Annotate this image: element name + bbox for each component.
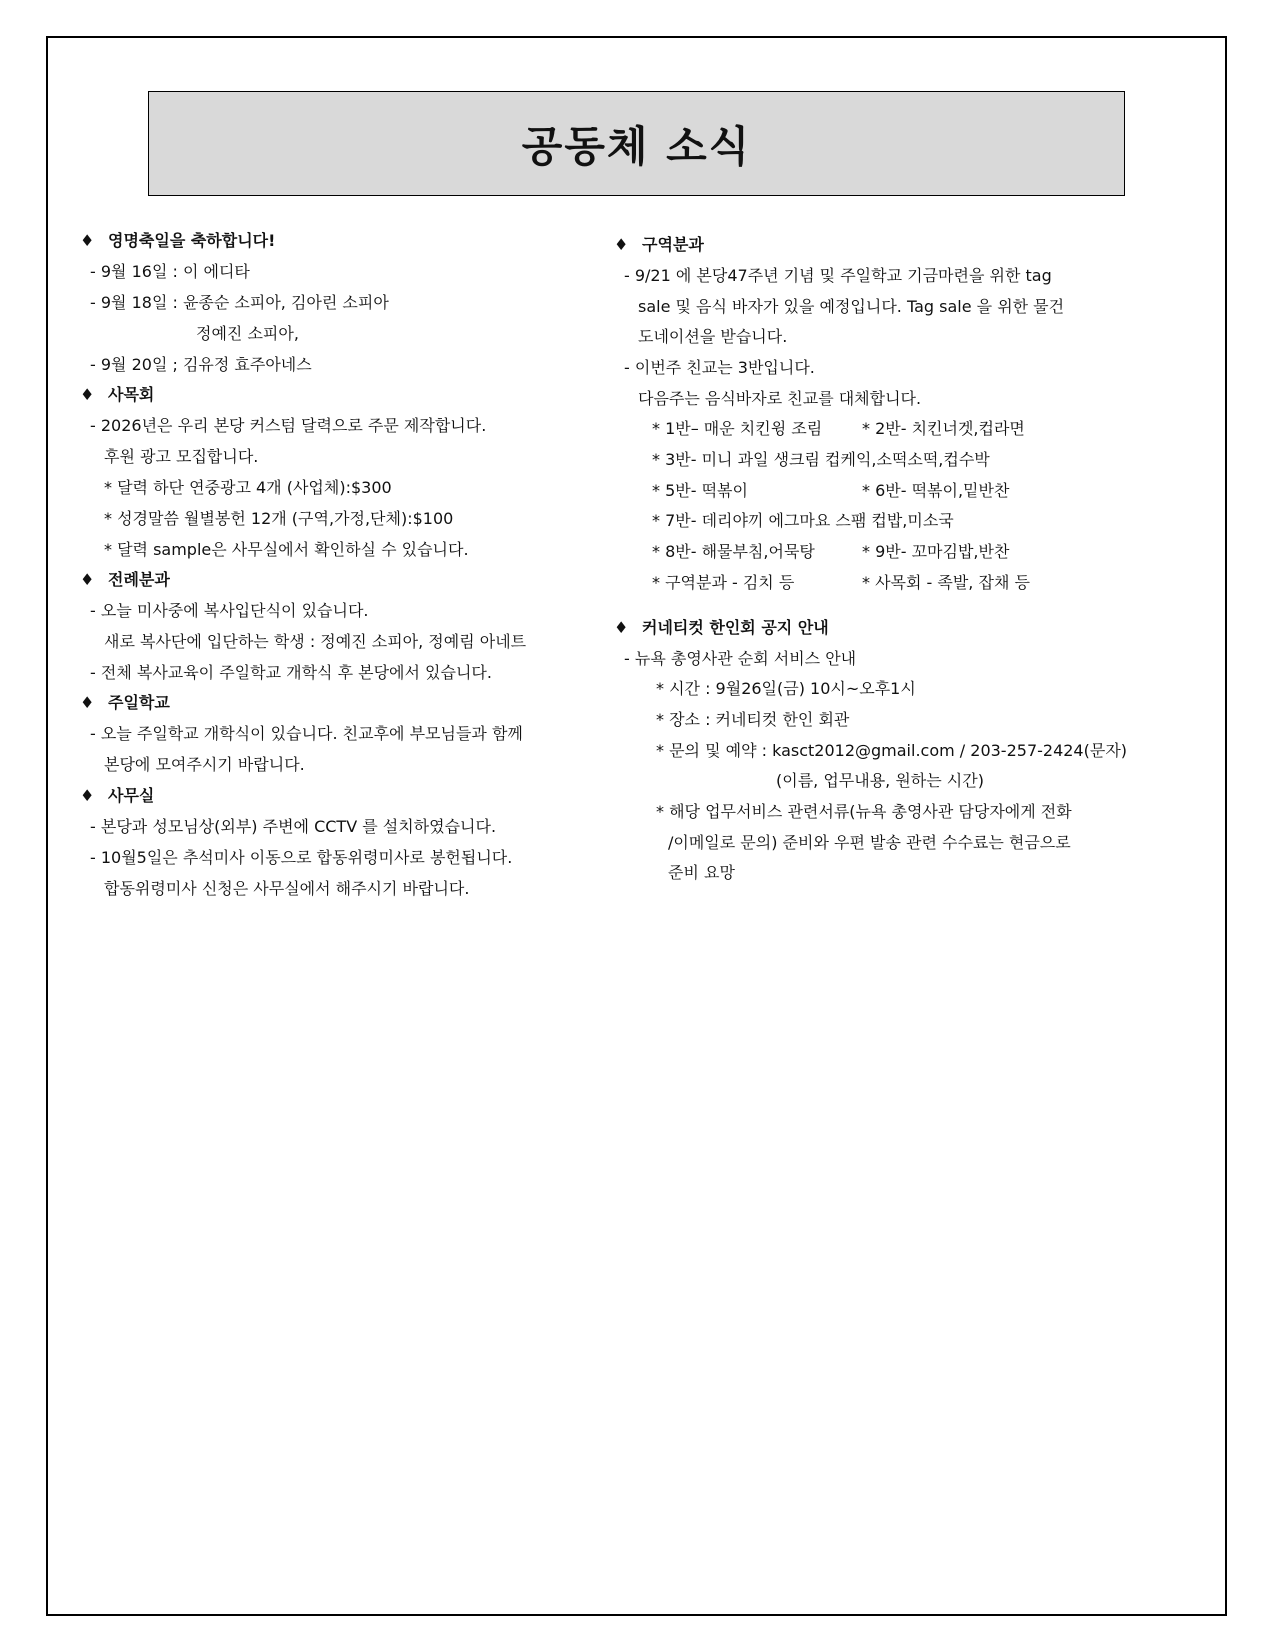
menu-item: * 9반- 꼬마김밥,반찬	[862, 542, 1010, 561]
text-line: - 9월 20일 ; 김유정 효주아네스	[90, 355, 312, 374]
text-line: 후원 광고 모집합니다.	[104, 447, 259, 466]
text-line: 준비 요망	[668, 863, 735, 882]
text-line: - 본당과 성모님상(외부) 주변에 CCTV 를 설치하였습니다.	[90, 817, 497, 836]
menu-item: * 8반- 해물부침,어묵탕	[652, 542, 815, 561]
menu-item: * 5반- 떡볶이	[652, 481, 748, 500]
text-line: 합동위령미사 신청은 사무실에서 해주시기 바랍니다.	[104, 879, 470, 898]
text-line: 다음주는 음식바자로 친교를 대체합니다.	[638, 389, 922, 408]
text-line: - 9/21 에 본당47주년 기념 및 주일학교 기금마련을 위한 tag	[624, 266, 1052, 285]
text-line: * 달력 하단 연중광고 4개 (사업체):$300	[104, 478, 392, 497]
section-heading: ♦ 전례분과	[80, 570, 170, 589]
menu-item: * 2반- 치킨너겟,컵라면	[862, 419, 1025, 438]
page-title: 공동체 소식	[521, 121, 752, 171]
text-line: 본당에 모여주시기 바랍니다.	[104, 755, 305, 774]
text-line: - 10월5일은 추석미사 이동으로 합동위령미사로 봉헌됩니다.	[90, 848, 513, 867]
text-line: 도네이션을 받습니다.	[638, 327, 788, 346]
menu-item: * 사목회 - 족발, 잡채 등	[862, 573, 1030, 592]
menu-item: * 7반- 데리야끼 에그마요 스팸 컵밥,미소국	[652, 511, 954, 530]
title-box	[148, 91, 1125, 196]
diamond-bullet-icon: ♦	[80, 786, 95, 805]
text-line: * 해당 업무서비스 관련서류(뉴욕 총영사관 담당자에게 전화	[656, 802, 1072, 821]
section-heading: ♦ 영명축일을 축하합니다!	[80, 231, 276, 250]
diamond-bullet-icon: ♦	[80, 231, 95, 250]
menu-item: * 1반– 매운 치킨윙 조림	[652, 419, 823, 438]
text-line: * 달력 sample은 사무실에서 확인하실 수 있습니다.	[104, 540, 469, 559]
text-line: (이름, 업무내용, 원하는 시간)	[776, 771, 984, 790]
text-line: /이메일로 문의) 준비와 우편 발송 관련 수수료는 현금으로	[668, 833, 1071, 852]
text-line: - 9월 18일 : 윤종순 소피아, 김아린 소피아	[90, 293, 389, 312]
text-line: 새로 복사단에 입단하는 학생 : 정예진 소피아, 정예림 아네트	[104, 632, 527, 651]
section-heading: ♦ 커네티컷 한인회 공지 안내	[614, 618, 829, 637]
menu-item: * 3반- 미니 과일 생크림 컵케익,소떡소떡,컵수박	[652, 450, 990, 469]
section-heading: ♦ 구역분과	[614, 235, 704, 254]
diamond-bullet-icon: ♦	[80, 570, 95, 589]
text-line: - 뉴욕 총영사관 순회 서비스 안내	[624, 649, 857, 668]
menu-item: * 구역분과 - 김치 등	[652, 573, 795, 592]
diamond-bullet-icon: ♦	[614, 235, 629, 254]
section-heading: ♦ 사무실	[80, 786, 155, 805]
text-line: - 오늘 미사중에 복사입단식이 있습니다.	[90, 601, 369, 620]
text-line: * 문의 및 예약 : kasct2012@gmail.com / 203-257-2424(문자)	[656, 741, 1128, 760]
text-line: - 오늘 주일학교 개학식이 있습니다. 친교후에 부모님들과 함께	[90, 724, 523, 743]
section-heading: ♦ 사목회	[80, 385, 155, 404]
text-line: * 성경말씀 월별봉헌 12개 (구역,가정,단체):$100	[104, 509, 454, 528]
diamond-bullet-icon: ♦	[80, 385, 95, 404]
text-line: * 시간 : 9월26일(금) 10시~오후1시	[656, 679, 916, 698]
text-line: - 9월 16일 : 이 에디타	[90, 262, 250, 281]
menu-item: * 6반- 떡볶이,밑반찬	[862, 481, 1010, 500]
text-line: - 전체 복사교육이 주일학교 개학식 후 본당에서 있습니다.	[90, 663, 492, 682]
text-line: - 2026년은 우리 본당 커스텀 달력으로 주문 제작합니다.	[90, 416, 487, 435]
text-line: * 장소 : 커네티컷 한인 회관	[656, 710, 850, 729]
text-line: 정예진 소피아,	[196, 324, 299, 343]
diamond-bullet-icon: ♦	[614, 618, 629, 637]
text-line: - 이번주 친교는 3반입니다.	[624, 358, 815, 377]
diamond-bullet-icon: ♦	[80, 693, 95, 712]
section-heading: ♦ 주일학교	[80, 693, 170, 712]
text-line: sale 및 음식 바자가 있을 예정입니다. Tag sale 을 위한 물건	[638, 297, 1065, 316]
